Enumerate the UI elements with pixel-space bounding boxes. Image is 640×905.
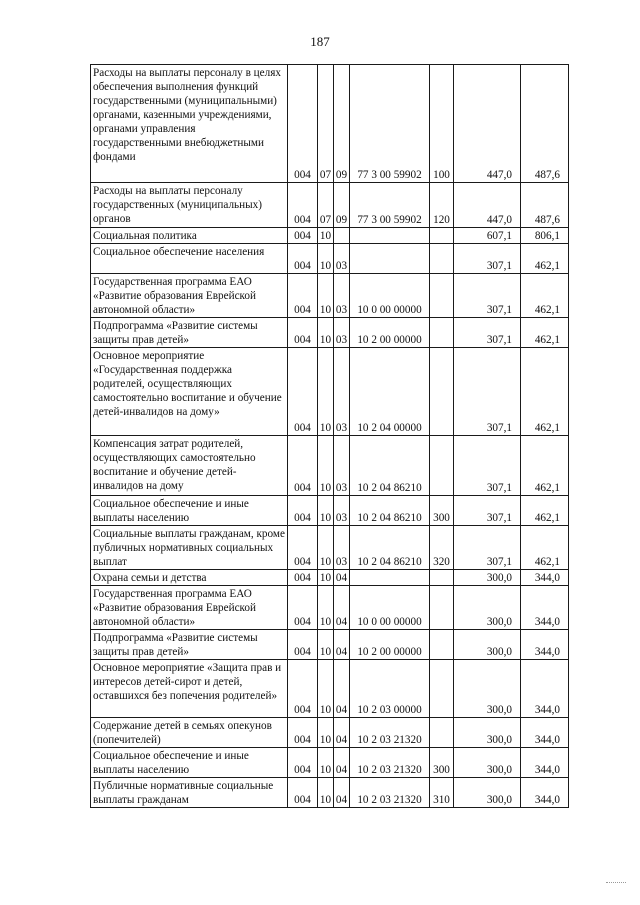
table-row <box>91 718 569 748</box>
expense-type-code <box>430 244 454 274</box>
target-article-code: 10 2 04 00000 <box>350 348 430 436</box>
amount-year-2: 487,6 <box>521 65 569 183</box>
target-article-code: 10 2 03 21320 <box>350 718 430 748</box>
amount-year-1: 307,1 <box>454 348 521 436</box>
subsection-code: 09 <box>334 65 350 183</box>
amount-year-1: 447,0 <box>454 65 521 183</box>
expense-type-code <box>430 660 454 718</box>
ved-code: 004 <box>288 244 318 274</box>
table-row <box>91 228 569 244</box>
section-code: 10 <box>318 228 334 244</box>
expense-type-code: 320 <box>430 526 454 570</box>
expense-type-code: 310 <box>430 778 454 808</box>
ved-code: 004 <box>288 318 318 348</box>
target-article-code: 10 2 03 21320 <box>350 748 430 778</box>
amount-year-1: 447,0 <box>454 183 521 228</box>
row-name: Расходы на выплаты персоналу в целях обеспечения выполнения функций государственными (муниципальными) органами, казенными учреждениями, органами управления государственными внебюджетными фондами <box>91 65 288 183</box>
ved-code: 004 <box>288 526 318 570</box>
subsection-code: 04 <box>334 570 350 586</box>
subsection-code: 03 <box>334 274 350 318</box>
row-name: Публичные нормативные социальные выплаты гражданам <box>91 778 288 808</box>
ved-code: 004 <box>288 778 318 808</box>
section-code: 10 <box>318 660 334 718</box>
section-code: 10 <box>318 570 334 586</box>
target-article-code: 10 2 04 86210 <box>350 436 430 496</box>
amount-year-1: 300,0 <box>454 570 521 586</box>
table-row <box>91 778 569 808</box>
expense-type-code <box>430 630 454 660</box>
amount-year-2: 344,0 <box>521 718 569 748</box>
subsection-code: 09 <box>334 183 350 228</box>
table-row <box>91 570 569 586</box>
table-row <box>91 274 569 318</box>
amount-year-1: 307,1 <box>454 244 521 274</box>
table-row <box>91 348 569 436</box>
row-name: Государственная программа ЕАО «Развитие образования Еврейской автономной области» <box>91 586 288 630</box>
ved-code: 004 <box>288 570 318 586</box>
section-code: 10 <box>318 274 334 318</box>
expense-type-code: 300 <box>430 748 454 778</box>
expense-type-code <box>430 436 454 496</box>
row-name: Расходы на выплаты персоналу государственных (муниципальных) органов <box>91 183 288 228</box>
table-row <box>91 436 569 496</box>
expense-type-code <box>430 228 454 244</box>
section-code: 10 <box>318 244 334 274</box>
ved-code: 004 <box>288 496 318 526</box>
amount-year-1: 300,0 <box>454 748 521 778</box>
subsection-code: 03 <box>334 526 350 570</box>
subsection-code: 04 <box>334 630 350 660</box>
amount-year-1: 307,1 <box>454 436 521 496</box>
expense-type-code <box>430 718 454 748</box>
expense-type-code: 300 <box>430 496 454 526</box>
section-code: 10 <box>318 630 334 660</box>
ved-code: 004 <box>288 436 318 496</box>
target-article-code <box>350 244 430 274</box>
expense-type-code <box>430 570 454 586</box>
amount-year-1: 607,1 <box>454 228 521 244</box>
amount-year-1: 300,0 <box>454 586 521 630</box>
amount-year-2: 462,1 <box>521 436 569 496</box>
subsection-code: 03 <box>334 348 350 436</box>
ved-code: 004 <box>288 748 318 778</box>
expense-type-code <box>430 586 454 630</box>
table-row <box>91 496 569 526</box>
ved-code: 004 <box>288 228 318 244</box>
section-code: 10 <box>318 526 334 570</box>
ved-code: 004 <box>288 183 318 228</box>
ved-code: 004 <box>288 65 318 183</box>
row-name: Охрана семьи и детства <box>91 570 288 586</box>
target-article-code: 77 3 00 59902 <box>350 65 430 183</box>
target-article-code: 10 2 03 00000 <box>350 660 430 718</box>
subsection-code: 03 <box>334 436 350 496</box>
table-row <box>91 183 569 228</box>
section-code: 10 <box>318 718 334 748</box>
section-code: 07 <box>318 183 334 228</box>
target-article-code: 10 2 04 86210 <box>350 526 430 570</box>
amount-year-2: 462,1 <box>521 348 569 436</box>
target-article-code: 10 0 00 00000 <box>350 586 430 630</box>
section-code: 07 <box>318 65 334 183</box>
ved-code: 004 <box>288 586 318 630</box>
expense-type-code <box>430 318 454 348</box>
amount-year-2: 344,0 <box>521 586 569 630</box>
ved-code: 004 <box>288 718 318 748</box>
table-row <box>91 586 569 630</box>
target-article-code <box>350 228 430 244</box>
amount-year-2: 462,1 <box>521 244 569 274</box>
subsection-code: 04 <box>334 660 350 718</box>
section-code: 10 <box>318 748 334 778</box>
row-name: Социальное обеспечение и иные выплаты населению <box>91 496 288 526</box>
row-name: Подпрограмма «Развитие системы защиты прав детей» <box>91 630 288 660</box>
amount-year-2: 462,1 <box>521 526 569 570</box>
amount-year-1: 300,0 <box>454 660 521 718</box>
target-article-code: 10 2 04 86210 <box>350 496 430 526</box>
table-row <box>91 630 569 660</box>
row-name: Основное мероприятие «Государственная поддержка родителей, осуществляющих самостоятельно воспитание и обучение детей-инвалидов на дому» <box>91 348 288 436</box>
target-article-code <box>350 570 430 586</box>
section-code: 10 <box>318 436 334 496</box>
amount-year-2: 806,1 <box>521 228 569 244</box>
row-name: Подпрограмма «Развитие системы защиты прав детей» <box>91 318 288 348</box>
row-name: Социальные выплаты гражданам, кроме публичных нормативных социальных выплат <box>91 526 288 570</box>
row-name: Компенсация затрат родителей, осуществляющих самостоятельно воспитание и обучение детей-инвалидов на дому <box>91 436 288 496</box>
subsection-code: 03 <box>334 244 350 274</box>
amount-year-2: 344,0 <box>521 660 569 718</box>
subsection-code: 04 <box>334 748 350 778</box>
amount-year-1: 300,0 <box>454 630 521 660</box>
target-article-code: 10 2 00 00000 <box>350 630 430 660</box>
subsection-code <box>334 228 350 244</box>
section-code: 10 <box>318 318 334 348</box>
subsection-code: 04 <box>334 586 350 630</box>
ved-code: 004 <box>288 274 318 318</box>
row-name: Социальное обеспечение населения <box>91 244 288 274</box>
target-article-code: 10 0 00 00000 <box>350 274 430 318</box>
amount-year-1: 307,1 <box>454 318 521 348</box>
expense-type-code: 100 <box>430 65 454 183</box>
amount-year-2: 344,0 <box>521 630 569 660</box>
amount-year-1: 307,1 <box>454 274 521 318</box>
amount-year-1: 307,1 <box>454 526 521 570</box>
amount-year-2: 462,1 <box>521 274 569 318</box>
table-row <box>91 318 569 348</box>
expense-type-code: 120 <box>430 183 454 228</box>
table-row <box>91 65 569 183</box>
table-row <box>91 244 569 274</box>
amount-year-2: 487,6 <box>521 183 569 228</box>
section-code: 10 <box>318 586 334 630</box>
scan-mark <box>606 882 626 885</box>
subsection-code: 03 <box>334 318 350 348</box>
amount-year-2: 344,0 <box>521 570 569 586</box>
budget-table <box>90 64 569 808</box>
page-number: 187 <box>310 34 330 49</box>
target-article-code: 10 2 03 21320 <box>350 778 430 808</box>
section-code: 10 <box>318 496 334 526</box>
ved-code: 004 <box>288 348 318 436</box>
table-row <box>91 748 569 778</box>
subsection-code: 04 <box>334 778 350 808</box>
row-name: Содержание детей в семьях опекунов (попечителей) <box>91 718 288 748</box>
section-code: 10 <box>318 778 334 808</box>
table-row <box>91 526 569 570</box>
row-name: Государственная программа ЕАО «Развитие образования Еврейской автономной области» <box>91 274 288 318</box>
amount-year-2: 344,0 <box>521 778 569 808</box>
row-name: Социальная политика <box>91 228 288 244</box>
table-row <box>91 660 569 718</box>
expense-type-code <box>430 348 454 436</box>
amount-year-1: 300,0 <box>454 778 521 808</box>
subsection-code: 04 <box>334 718 350 748</box>
amount-year-1: 307,1 <box>454 496 521 526</box>
amount-year-2: 344,0 <box>521 748 569 778</box>
row-name: Основное мероприятие «Защита прав и интересов детей-сирот и детей, оставшихся без попечения родителей» <box>91 660 288 718</box>
ved-code: 004 <box>288 660 318 718</box>
amount-year-2: 462,1 <box>521 496 569 526</box>
row-name: Социальное обеспечение и иные выплаты населению <box>91 748 288 778</box>
subsection-code: 03 <box>334 496 350 526</box>
amount-year-1: 300,0 <box>454 718 521 748</box>
section-code: 10 <box>318 348 334 436</box>
target-article-code: 10 2 00 00000 <box>350 318 430 348</box>
amount-year-2: 462,1 <box>521 318 569 348</box>
expense-type-code <box>430 274 454 318</box>
target-article-code: 77 3 00 59902 <box>350 183 430 228</box>
ved-code: 004 <box>288 630 318 660</box>
